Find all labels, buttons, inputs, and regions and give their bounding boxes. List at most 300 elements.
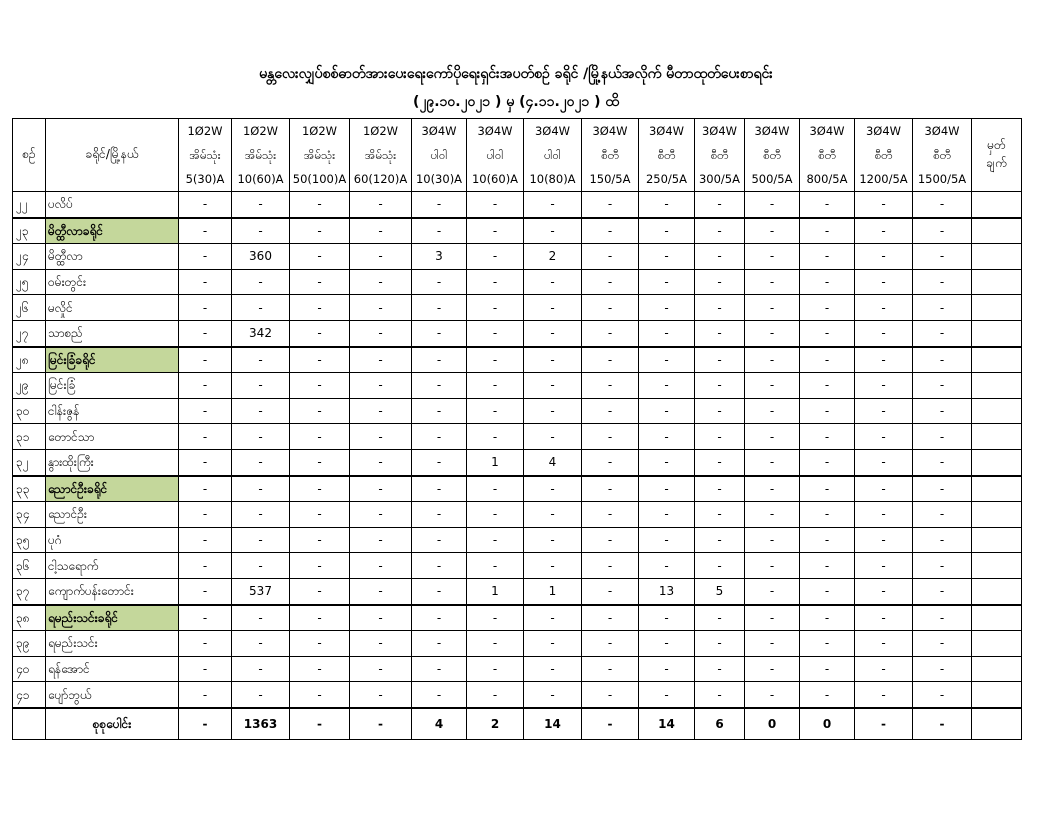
meter-count: - <box>695 244 745 270</box>
meter-count: - <box>412 631 467 657</box>
meter-count: - <box>179 682 232 708</box>
row-serial: ၃၅ <box>13 527 46 553</box>
total-count: - <box>582 708 639 740</box>
header-meter-type: 1Ø2W <box>187 124 223 138</box>
township-row <box>13 631 1022 657</box>
total-count: 1363 <box>232 708 290 740</box>
meter-count: - <box>745 656 800 682</box>
meter-count: - <box>695 269 745 295</box>
meter-count: - <box>412 656 467 682</box>
meter-count: - <box>745 449 800 475</box>
meter-count: - <box>913 424 972 450</box>
meter-count: - <box>582 347 639 373</box>
header-meter-type: 3Ø4W <box>865 124 902 138</box>
township-row <box>13 244 1022 270</box>
meter-count: - <box>639 269 695 295</box>
meter-count: - <box>639 347 695 373</box>
total-remark <box>972 708 1022 740</box>
meter-count: - <box>290 424 350 450</box>
total-count: - <box>290 708 350 740</box>
township-name: ပလိပ် <box>46 192 179 218</box>
meter-count: - <box>179 320 232 346</box>
township-row <box>13 553 1022 579</box>
meter-count: - <box>467 398 524 424</box>
row-remark <box>972 398 1022 424</box>
meter-count: - <box>232 553 290 579</box>
meter-count: - <box>412 347 467 373</box>
meter-count: - <box>639 631 695 657</box>
row-serial: ၂၉ <box>13 373 46 399</box>
township-row <box>13 682 1022 708</box>
meter-count: - <box>695 424 745 450</box>
header-meter-type: 3Ø4W <box>809 124 845 138</box>
total-count: 6 <box>695 708 745 740</box>
meter-count: - <box>350 218 412 244</box>
meter-count: - <box>179 244 232 270</box>
header-meter-use: စီတီ <box>818 148 836 162</box>
meter-count: - <box>800 347 855 373</box>
total-count: - <box>350 708 412 740</box>
header-meter-12 <box>800 119 855 192</box>
meter-count: - <box>179 656 232 682</box>
meter-count: - <box>290 578 350 604</box>
total-count: 2 <box>467 708 524 740</box>
meter-count: - <box>582 398 639 424</box>
township-name: ညောင်ဦး <box>46 502 179 528</box>
row-serial: ၄၀ <box>13 656 46 682</box>
header-meter-type: 3Ø4W <box>754 124 790 138</box>
meter-count: 342 <box>232 320 290 346</box>
meter-count: - <box>695 398 745 424</box>
meter-count: - <box>232 295 290 321</box>
meter-count: - <box>179 373 232 399</box>
header-meter-rating: 10(30)A <box>415 172 463 186</box>
meter-count: - <box>855 476 913 502</box>
meter-count: - <box>695 347 745 373</box>
header-meter-4 <box>350 119 412 192</box>
meter-count: - <box>290 553 350 579</box>
header-remark-line: မှတ် <box>987 138 1006 152</box>
header-township: ခရိုင်/မြို့နယ် <box>46 119 179 192</box>
meter-count: - <box>639 244 695 270</box>
meter-count: - <box>800 295 855 321</box>
row-remark <box>972 269 1022 295</box>
header-meter-type: 3Ø4W <box>477 124 513 138</box>
meter-count: - <box>913 449 972 475</box>
meter-count: - <box>695 605 745 631</box>
meter-count: - <box>412 295 467 321</box>
row-serial: ၃၄ <box>13 502 46 528</box>
meter-count: - <box>467 295 524 321</box>
header-remark-line: ချက် <box>986 156 1007 170</box>
meter-count: - <box>350 398 412 424</box>
row-serial: ၃၂ <box>13 449 46 475</box>
header-meter-rating: 800/5A <box>806 172 848 186</box>
township-row <box>13 320 1022 346</box>
meter-count: - <box>412 449 467 475</box>
meter-count: - <box>524 424 582 450</box>
meter-count: - <box>913 295 972 321</box>
meter-count: - <box>913 578 972 604</box>
meter-count: - <box>232 373 290 399</box>
meter-count: - <box>467 424 524 450</box>
meter-count: - <box>855 502 913 528</box>
meter-count: - <box>179 578 232 604</box>
meter-count: - <box>524 682 582 708</box>
total-count: - <box>913 708 972 740</box>
meter-count: - <box>639 218 695 244</box>
township-row <box>13 424 1022 450</box>
meter-count: - <box>582 527 639 553</box>
meter-count: - <box>350 656 412 682</box>
meter-count: 1 <box>467 578 524 604</box>
meter-count: - <box>179 347 232 373</box>
meter-count: - <box>350 347 412 373</box>
meter-count: - <box>179 218 232 244</box>
meter-count: - <box>800 398 855 424</box>
meter-count: - <box>582 656 639 682</box>
meter-count: - <box>232 269 290 295</box>
meter-count: - <box>232 347 290 373</box>
meter-count: 4 <box>524 449 582 475</box>
meter-count: - <box>800 605 855 631</box>
meter-count: - <box>800 553 855 579</box>
district-row <box>13 218 1022 244</box>
meter-count: - <box>695 373 745 399</box>
meter-count: - <box>412 476 467 502</box>
meter-count: - <box>855 192 913 218</box>
district-row <box>13 347 1022 373</box>
meter-count: - <box>913 269 972 295</box>
row-remark <box>972 553 1022 579</box>
meter-count: - <box>232 424 290 450</box>
header-meter-rating: 500/5A <box>751 172 793 186</box>
meter-count: - <box>800 218 855 244</box>
row-serial: ၂၈ <box>13 347 46 373</box>
meter-count: - <box>855 605 913 631</box>
meter-count: - <box>467 192 524 218</box>
meter-count: - <box>800 527 855 553</box>
meter-count: - <box>412 424 467 450</box>
meter-count: - <box>639 605 695 631</box>
row-remark <box>972 476 1022 502</box>
row-serial: ၃၀ <box>13 398 46 424</box>
meter-count: - <box>232 476 290 502</box>
meter-count: - <box>179 295 232 321</box>
meter-count: - <box>582 244 639 270</box>
header-meter-rating: 10(60)A <box>237 172 284 186</box>
meter-count: - <box>639 656 695 682</box>
meter-count: - <box>639 476 695 502</box>
meter-count: - <box>290 347 350 373</box>
meter-count: - <box>855 398 913 424</box>
meter-count: - <box>179 398 232 424</box>
meter-count: - <box>639 373 695 399</box>
township-row <box>13 269 1022 295</box>
meter-count: - <box>582 192 639 218</box>
header-meter-use: အိမ်သုံး <box>189 148 221 162</box>
row-serial: ၂၃ <box>13 218 46 244</box>
meter-count: - <box>582 218 639 244</box>
township-row <box>13 373 1022 399</box>
meter-count: - <box>855 631 913 657</box>
meter-count: - <box>745 605 800 631</box>
meter-count: - <box>290 295 350 321</box>
row-remark <box>972 578 1022 604</box>
meter-count: - <box>232 682 290 708</box>
header-meter-1 <box>179 119 232 192</box>
meter-count: - <box>855 347 913 373</box>
meter-count: - <box>695 218 745 244</box>
header-meter-use: ပါဝါ <box>544 148 561 162</box>
meter-count: - <box>695 320 745 346</box>
header-meter-type: 3Ø4W <box>924 124 960 138</box>
meter-count: - <box>524 553 582 579</box>
meter-count: - <box>232 656 290 682</box>
total-count: 14 <box>524 708 582 740</box>
township-name: သာစည် <box>46 320 179 346</box>
meter-count: - <box>695 295 745 321</box>
meter-count: - <box>232 527 290 553</box>
row-remark <box>972 347 1022 373</box>
township-name: ငါန်းဇွန် <box>46 398 179 424</box>
township-name: ဝမ်းတွင်း <box>46 269 179 295</box>
meter-count: - <box>913 476 972 502</box>
meter-count: - <box>639 502 695 528</box>
township-name: တောင်သာ <box>46 424 179 450</box>
township-row <box>13 578 1022 604</box>
report-period: (၂၉.၁၀.၂၀၂၁ ) မှ (၄.၁၁.၂၀၂၁ ) ထိ <box>413 94 619 110</box>
meter-count: - <box>467 269 524 295</box>
meter-count: - <box>639 682 695 708</box>
district-row <box>13 476 1022 502</box>
meter-count: - <box>467 502 524 528</box>
meter-count: - <box>524 192 582 218</box>
meter-count: - <box>639 449 695 475</box>
meter-count: - <box>290 682 350 708</box>
meter-count: - <box>350 373 412 399</box>
meter-count: - <box>524 347 582 373</box>
meter-count: - <box>412 605 467 631</box>
meter-count: 13 <box>639 578 695 604</box>
row-remark <box>972 192 1022 218</box>
meter-count: - <box>913 502 972 528</box>
meter-count: - <box>855 682 913 708</box>
meter-count: - <box>350 502 412 528</box>
meter-count: - <box>855 373 913 399</box>
meter-count: - <box>913 682 972 708</box>
header-meter-3 <box>290 119 350 192</box>
row-serial: ၂၇ <box>13 320 46 346</box>
meter-count: - <box>855 578 913 604</box>
meter-count: - <box>855 424 913 450</box>
row-remark <box>972 527 1022 553</box>
header-meter-type: 3Ø4W <box>534 124 571 138</box>
meter-count: - <box>524 527 582 553</box>
meter-count: - <box>524 398 582 424</box>
township-name: ပုဂံ <box>46 527 179 553</box>
meter-count: - <box>913 347 972 373</box>
meter-count: - <box>290 192 350 218</box>
township-name: ငါ့သရောက် <box>46 553 179 579</box>
meter-count: - <box>524 605 582 631</box>
township-name: ရန်အောင် <box>46 656 179 682</box>
header-meter-use: ပါဝါ <box>486 148 504 162</box>
meter-count: - <box>639 527 695 553</box>
meter-count: - <box>695 631 745 657</box>
township-name: ကျောက်ပန်းတောင်း <box>46 578 179 604</box>
township-row <box>13 192 1022 218</box>
header-meter-use: စီတီ <box>601 148 619 162</box>
row-remark <box>972 373 1022 399</box>
meter-count: - <box>179 527 232 553</box>
meter-count: - <box>290 502 350 528</box>
meter-count: 3 <box>412 244 467 270</box>
meter-count: - <box>467 320 524 346</box>
header-meter-rating: 50(100)A <box>292 172 347 186</box>
meter-count: - <box>467 476 524 502</box>
meter-count: - <box>800 631 855 657</box>
row-remark <box>972 295 1022 321</box>
township-row <box>13 398 1022 424</box>
meter-count: - <box>412 502 467 528</box>
meter-count: - <box>524 502 582 528</box>
row-remark <box>972 656 1022 682</box>
meter-count: - <box>800 269 855 295</box>
meter-count: - <box>350 527 412 553</box>
header-serial: စဉ် <box>13 119 46 192</box>
header-meter-rating: 10(80)A <box>529 172 576 186</box>
meter-count: - <box>524 218 582 244</box>
meter-count: - <box>855 656 913 682</box>
header-meter-use: အိမ်သုံး <box>364 148 397 162</box>
meter-count: - <box>179 631 232 657</box>
meter-count: - <box>855 320 913 346</box>
meter-count: - <box>582 578 639 604</box>
total-label: စုစုပေါင်း <box>46 708 179 740</box>
meter-count: - <box>290 398 350 424</box>
meter-count: - <box>582 682 639 708</box>
meter-count: - <box>913 373 972 399</box>
meter-count: - <box>913 320 972 346</box>
meter-count: - <box>350 424 412 450</box>
meter-count: - <box>582 553 639 579</box>
header-meter-use: စီတီ <box>763 148 781 162</box>
meter-count: - <box>467 682 524 708</box>
meter-count: - <box>745 476 800 502</box>
meter-count: - <box>855 527 913 553</box>
meter-count: - <box>350 682 412 708</box>
township-name: မိတ္ထီလာ <box>46 244 179 270</box>
meter-count: - <box>412 192 467 218</box>
meter-count: - <box>467 605 524 631</box>
meter-count: - <box>524 656 582 682</box>
meter-count: - <box>800 449 855 475</box>
meter-count: - <box>412 527 467 553</box>
meter-count: - <box>745 631 800 657</box>
meter-count: - <box>745 244 800 270</box>
meter-count: - <box>467 347 524 373</box>
meter-count: - <box>855 218 913 244</box>
meter-count: - <box>350 269 412 295</box>
meter-count: - <box>350 449 412 475</box>
meter-count: - <box>639 424 695 450</box>
meter-count: - <box>800 244 855 270</box>
meter-count: - <box>695 656 745 682</box>
header-meter-use: စီတီ <box>710 148 729 162</box>
header-meter-type: 3Ø4W <box>592 124 628 138</box>
total-serial <box>13 708 46 740</box>
total-count: 4 <box>412 708 467 740</box>
meter-count: - <box>179 476 232 502</box>
meter-count: - <box>745 578 800 604</box>
header-meter-rating: 250/5A <box>645 172 687 186</box>
meter-count: - <box>290 244 350 270</box>
meter-count: - <box>350 244 412 270</box>
meter-count: - <box>800 578 855 604</box>
meter-count: - <box>179 502 232 528</box>
meter-count: - <box>290 269 350 295</box>
header-meter-type: 1Ø2W <box>301 124 338 138</box>
meter-count: - <box>695 192 745 218</box>
header-meter-9 <box>639 119 695 192</box>
meter-count: - <box>800 656 855 682</box>
meter-count: - <box>639 192 695 218</box>
meter-count: - <box>232 192 290 218</box>
row-serial: ၃၈ <box>13 605 46 631</box>
header-remark <box>972 119 1022 192</box>
meter-count: - <box>467 244 524 270</box>
township-row <box>13 527 1022 553</box>
meter-count: - <box>855 295 913 321</box>
header-meter-2 <box>232 119 290 192</box>
header-meter-6 <box>467 119 524 192</box>
row-serial: ၃၆ <box>13 553 46 579</box>
meter-count: - <box>913 398 972 424</box>
header-meter-type: 3Ø4W <box>648 124 685 138</box>
meter-count: - <box>350 605 412 631</box>
township-name: နွားထိုးကြီး <box>46 449 179 475</box>
township-row <box>13 656 1022 682</box>
header-meter-13 <box>855 119 913 192</box>
meter-count: - <box>913 631 972 657</box>
meter-count: - <box>745 502 800 528</box>
meter-count: - <box>695 449 745 475</box>
total-count: - <box>179 708 232 740</box>
header-meter-type: 1Ø2W <box>362 124 399 138</box>
meter-count: - <box>582 295 639 321</box>
meter-count: - <box>695 502 745 528</box>
meter-count: - <box>695 527 745 553</box>
meter-count: - <box>179 553 232 579</box>
township-row <box>13 295 1022 321</box>
header-meter-use: စီတီ <box>657 148 676 162</box>
row-remark <box>972 682 1022 708</box>
meter-count: - <box>913 605 972 631</box>
header-meter-rating: 10(60)A <box>471 172 519 186</box>
header-meter-7 <box>524 119 582 192</box>
meter-count: - <box>179 424 232 450</box>
meter-count: 1 <box>524 578 582 604</box>
meter-count: 2 <box>524 244 582 270</box>
meter-count: 537 <box>232 578 290 604</box>
meter-count: - <box>855 449 913 475</box>
meter-count: - <box>467 218 524 244</box>
meter-count: - <box>290 449 350 475</box>
meter-count: - <box>745 269 800 295</box>
meter-count: - <box>350 553 412 579</box>
total-count: 14 <box>639 708 695 740</box>
